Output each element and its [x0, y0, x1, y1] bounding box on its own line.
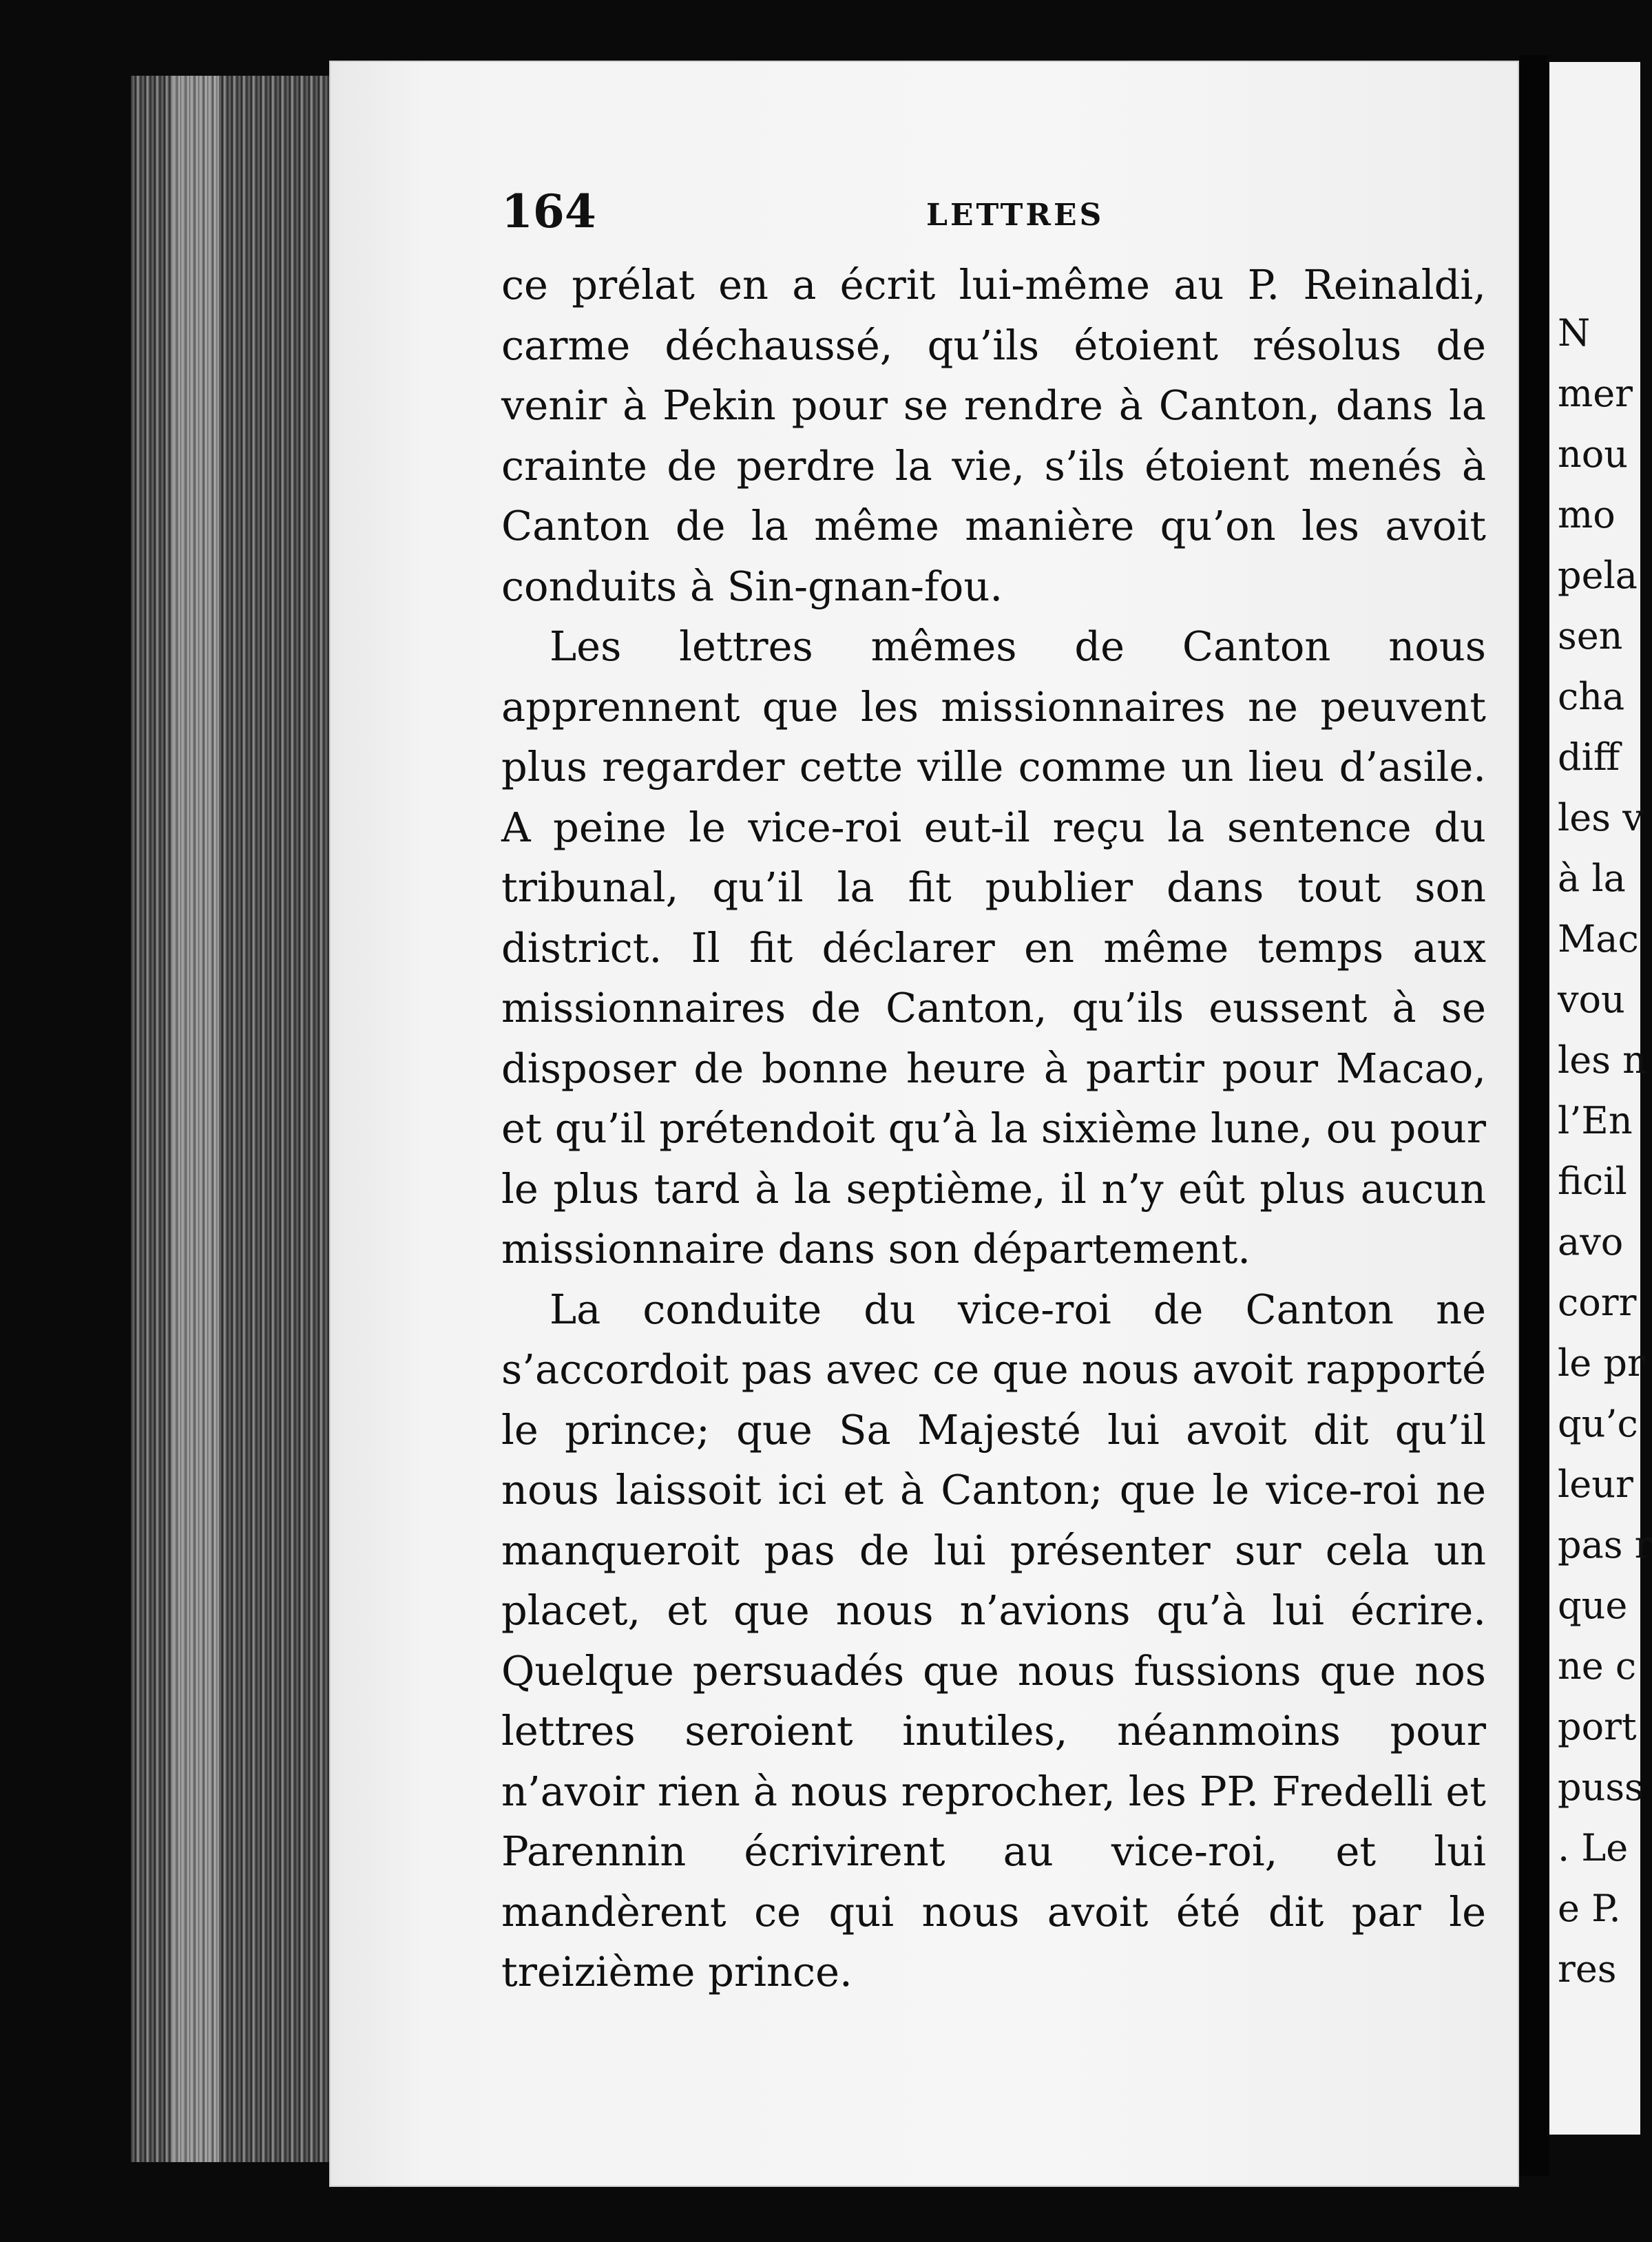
facing-page-line: qu’c: [1558, 1402, 1638, 1445]
facing-page-line: pela: [1558, 554, 1638, 597]
facing-page-line: diff: [1558, 735, 1620, 779]
facing-page-line: avo: [1558, 1220, 1624, 1264]
facing-page-line: res: [1558, 1947, 1617, 1991]
facing-page-line: pas r: [1558, 1523, 1652, 1567]
facing-page-line: mer: [1558, 372, 1633, 415]
paragraph-2: Les lettres mêmes de Canton nous apprennent que les missionnaires ne peuvent plus regarder cette ville comme un lieu d’asile. A peine le vice-roi eut-il reçu la sentence du tribunal, qu’il la fit publier dans tout son district. Il fit déclarer en même temps aux missionnaires de Canton, qu’ils eussent à se disposer de bonne heure à partir pour Macao, et qu’il prétendoit qu’à la sixième lune, ou pour le plus tard à la septième, il n’y eût plus aucun missionnaire dans son département.: [501, 622, 1486, 1272]
facing-page-line: que: [1558, 1584, 1628, 1627]
facing-page-line: cha: [1558, 675, 1625, 718]
paragraph-1: ce prélat en a écrit lui-même au P. Reinaldi, carme déchaussé, qu’ils étoient résolus de venir à Pekin pour se rendre à Canton, dans la crainte de perdre la vie, s’ils étoient menés à Canton de la même manière qu’on les avoit conduits à Sin-gnan-fou.: [501, 261, 1486, 610]
page-number: 164: [501, 185, 596, 238]
facing-page-line: N: [1558, 311, 1591, 355]
facing-page-line: ficil: [1558, 1160, 1627, 1203]
facing-page-line: l’En: [1558, 1099, 1633, 1142]
facing-page-line: à la: [1558, 857, 1626, 900]
facing-page-line: sen: [1558, 614, 1623, 658]
facing-page-text: [1558, 303, 1652, 2000]
facing-page-line: corr: [1558, 1281, 1637, 1324]
running-head: LETTRES: [926, 198, 1105, 233]
facing-page-line: les n: [1558, 1038, 1646, 1082]
facing-page-line: . Le: [1558, 1826, 1629, 1869]
page-text: [501, 255, 1486, 2002]
book-page-edges-highlight: [171, 76, 219, 2162]
facing-page-line: leur: [1558, 1463, 1633, 1506]
facing-page-line: puss: [1558, 1766, 1644, 1809]
facing-page-line: port: [1558, 1705, 1637, 1748]
paragraph-3: La conduite du vice-roi de Canton ne s’accordoit pas avec ce que nous avoit rapporté le prince; que Sa Majesté lui avoit dit qu’il nous laissoit ici et à Canton; que le vice-roi ne manqueroit pas de lui présenter sur cela un placet, et que nous n’avions qu’à lui écrire. Quelque persuadés que nous fussions que nos lettres seroient inutiles, néanmoins pour n’avoir rien à nous reprocher, les PP. Fredelli et Parennin écrivirent au vice-roi, et lui mandèrent ce qui nous avoit été dit par le treizième prince.: [501, 1285, 1486, 1995]
book-gutter: [1519, 55, 1549, 2176]
facing-page-line: e P.: [1558, 1887, 1621, 1930]
facing-page-line: ne c: [1558, 1644, 1637, 1688]
facing-page-line: mo: [1558, 493, 1616, 536]
facing-page-line: nou: [1558, 432, 1629, 476]
facing-page-line: Mac: [1558, 917, 1639, 961]
facing-page-line: vou: [1558, 978, 1625, 1021]
book-page-edges: [131, 76, 337, 2162]
facing-page-line: le pr: [1558, 1341, 1645, 1385]
facing-page-line: les v: [1558, 796, 1644, 839]
